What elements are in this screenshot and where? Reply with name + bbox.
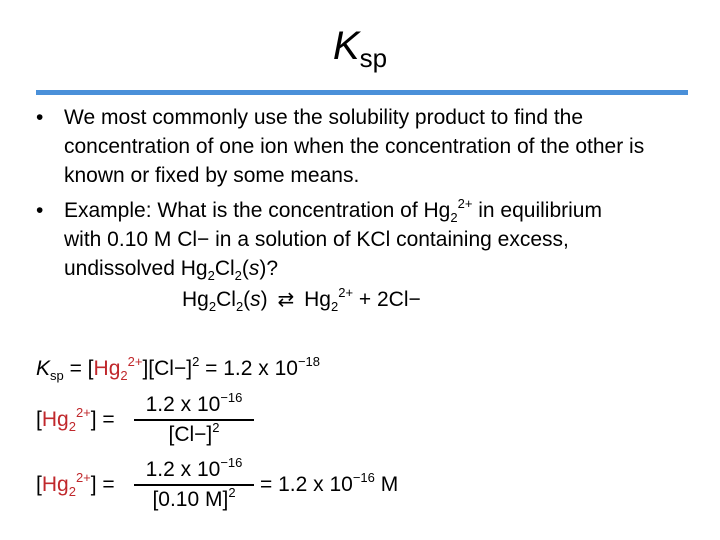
step1-lhs: $[Hg_2^{2+}]$ = — [36, 405, 115, 434]
bullet-2-text — [64, 196, 704, 283]
title-divider — [36, 90, 688, 95]
dissolution-equation: $Hg_2Cl_2(s)$ ⇄ $Hg_2^{2+} + 2Cl-$ — [182, 285, 421, 314]
bullet-2-line2: with 0.10 M Cl− in a solution of KCl containing excess, — [64, 228, 569, 251]
title-subscript: sp — [359, 43, 388, 73]
step2-fraction — [134, 455, 254, 512]
equilibrium-arrow-icon: ⇄ — [277, 289, 295, 311]
bullet-2 — [36, 196, 696, 286]
bullet-marker: • — [36, 106, 44, 129]
step1-numerator: 1.2 x $10^{-16}$ — [145, 390, 243, 416]
title-k: K — [332, 24, 360, 68]
step1-fraction — [134, 390, 254, 447]
bullet-2-line3: undissolved $Hg_2Cl_2(s)$? — [64, 257, 279, 283]
step2-lhs: $[Hg_2^{2+}]$ = — [36, 470, 115, 499]
bullet-2-line1: Example: What is the concentration of $Hg_2^{2+}$ in equilibrium — [64, 196, 602, 225]
mercury-ion-term: $Hg_2^{2+}$ — [93, 354, 143, 383]
mercury-ion-term: $Hg_2^{2+}$ — [41, 405, 91, 434]
step2-numerator: 1.2 x $10^{-16}$ — [145, 455, 243, 481]
mercury-ion-term: $Hg_2^{2+}$ — [41, 470, 91, 499]
step2-result: = 1.2 x $10^{-16}$ M — [260, 470, 399, 496]
bullet-1 — [36, 103, 696, 193]
step2-denominator: [0.10 M]$^2$ — [152, 484, 236, 511]
ksp-expression: $K_{sp} = [Hg_2^{2+}][Cl-]^2 = 1.2$ x $10^{-18}$ — [36, 354, 321, 383]
bullet-1-text: We most commonly use the solubility product to find the concentration of one ion when the concentration of the other is known or fixed by some means. — [64, 106, 645, 187]
bullet-marker: • — [36, 199, 44, 222]
step1-denominator: $[Cl-]^2$ — [168, 419, 220, 446]
slide-title — [0, 22, 720, 82]
